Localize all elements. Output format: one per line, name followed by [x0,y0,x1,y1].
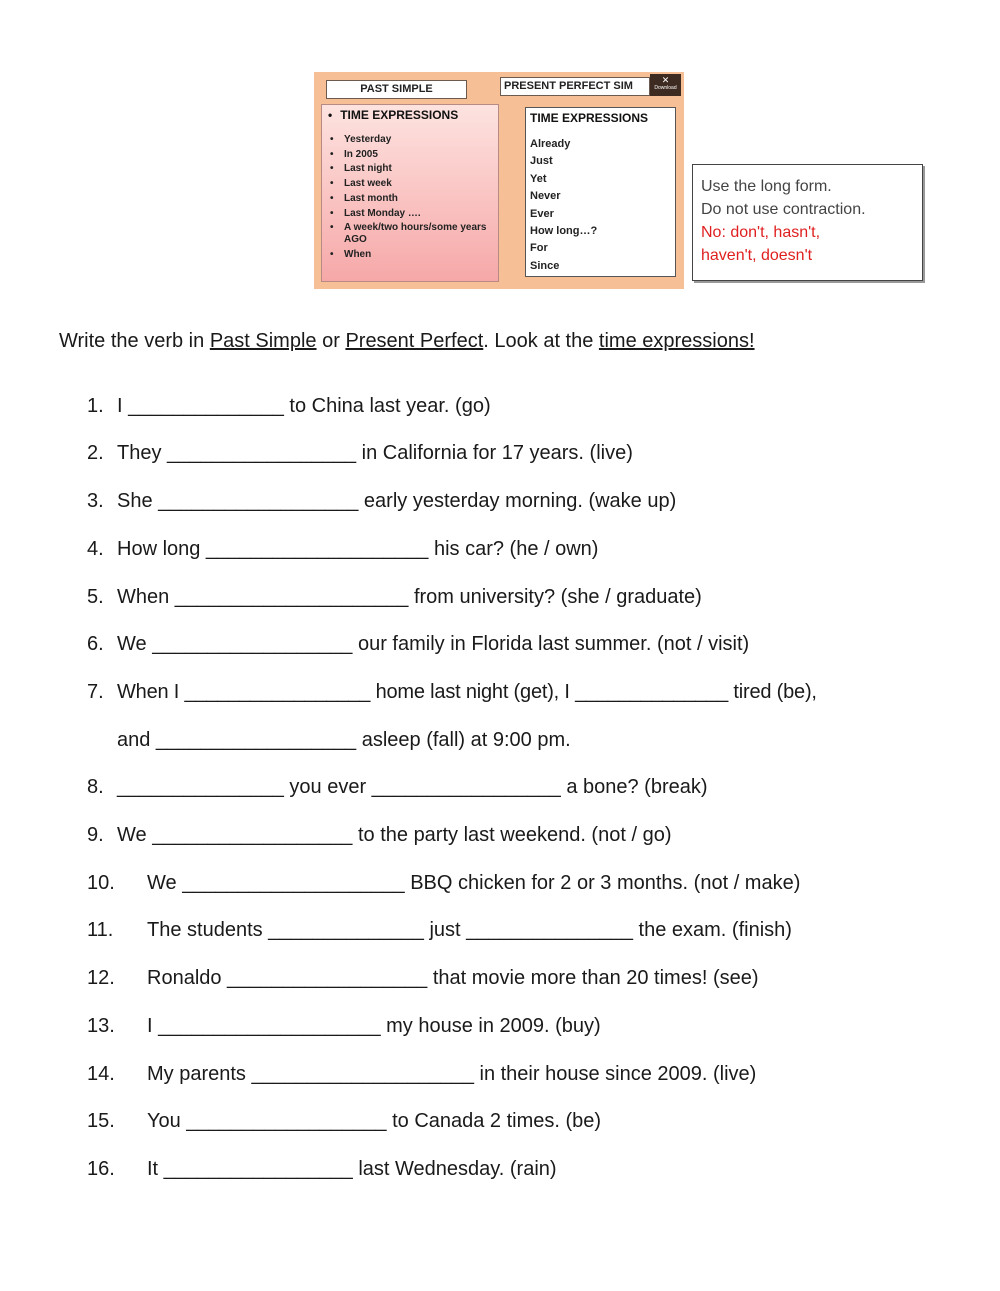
list-item: Since [530,259,560,272]
exercise-number: 1. [87,395,104,417]
badge-mark-icon: ✕ [661,75,670,85]
exercise-number: 3. [87,490,104,512]
exercise-number: 8. [87,776,104,798]
list-item: Already [530,138,571,150]
exercise-number: 9. [87,824,104,846]
list-item: • A week/two hours/some years AGO [328,221,492,248]
list-item: • Yesterday [328,133,492,148]
time-expressions-graphic [314,72,684,289]
exercise-number: 16. [87,1158,115,1180]
exercise-number: 7. [87,681,104,703]
note-warning-line: No: don't, hasn't, [701,224,821,241]
present-perfect-title: TIME EXPRESSIONS [530,111,649,125]
exercise-text: I ____________________ my house in 2009. (buy) [147,1015,601,1037]
exercise-number: 10. [87,872,115,894]
list-item: • Last week [328,177,492,192]
present-perfect-box [525,107,676,277]
exercise-text: Ronaldo __________________ that movie more than 20 times! (see) [147,967,759,989]
list-item: How long…? [530,225,598,238]
exercise-number: 4. [87,538,104,560]
past-simple-title: • TIME EXPRESSIONS [328,107,492,123]
exercise-text: You __________________ to Canada 2 times. (be) [147,1110,602,1132]
instruction [59,330,755,353]
exercise-number: 14. [87,1063,115,1085]
exercise-number: 11. [87,919,114,941]
exercise-number: 13. [87,1015,115,1037]
list-item: • In 2005 [328,148,492,163]
exercise-text: We __________________ to the party last weekend. (not / go) [117,824,672,846]
exercise-text: and __________________ asleep (fall) at 9:00 pm. [117,729,571,751]
list-item: Yet [530,172,547,185]
list-item: Never [530,190,561,203]
exercise-text: We ____________________ BBQ chicken for 2 or 3 months. (not / make) [147,872,801,894]
exercise-text: How long ____________________ his car? (he / own) [117,538,599,560]
list-item: • When [328,248,492,263]
list-item: • Last month [328,192,492,207]
exercise-text: When _____________________ from university? (she / graduate) [117,586,702,608]
exercise-text: We __________________ our family in Florida last summer. (not / visit) [117,633,750,655]
list-item: • Last Monday …. [328,207,492,222]
list-item: Ever [530,207,554,220]
past-simple-list [328,133,492,263]
exercise-text: They _________________ in California for 17 years. (live) [117,442,633,464]
exercise-number: 12. [87,967,115,989]
list-item: Just [530,155,553,168]
present-perfect-list [530,136,671,275]
note-line: Use the long form. [701,178,832,195]
exercise-number: 5. [87,586,104,608]
instruction-text: . Look at the [483,330,599,352]
present-perfect-header: PRESENT PERFECT SIM [500,77,650,96]
instruction-past-simple: Past Simple [209,330,317,352]
exercise-number: 15. [87,1110,115,1132]
instruction-text: or [316,330,346,352]
exercise-text: When I _________________ home last night (get), I ______________ tired (be), [117,681,817,703]
instruction-time-expressions: time expressions! [598,330,755,352]
instruction-text: Write the verb in [59,330,210,352]
exercise-text: She __________________ early yesterday morning. (wake up) [117,490,677,512]
exercise-text: I ______________ to China last year. (go) [117,395,491,417]
list-item: • Last night [328,162,492,177]
long-form-note [692,164,923,281]
instruction-present-perfect: Present Perfect [345,330,484,352]
exercise-text: _______________ you ever _________________ a bone? (break) [117,776,708,798]
exercise-number: 6. [87,633,104,655]
note-line: Do not use contraction. [701,201,866,218]
download-badge [650,74,681,96]
badge-text: Download [654,85,677,91]
past-simple-box [321,104,499,282]
note-warning-line: haven't, doesn't [701,247,813,264]
exercise-text: The students ______________ just _______________ the exam. (finish) [147,919,792,941]
exercise-text: My parents ____________________ in their house since 2009. (live) [147,1063,757,1085]
list-item: For [530,242,548,255]
past-simple-header: PAST SIMPLE [326,80,467,99]
exercise-number: 2. [87,442,104,464]
exercise-text: It _________________ last Wednesday. (rain) [147,1158,557,1180]
